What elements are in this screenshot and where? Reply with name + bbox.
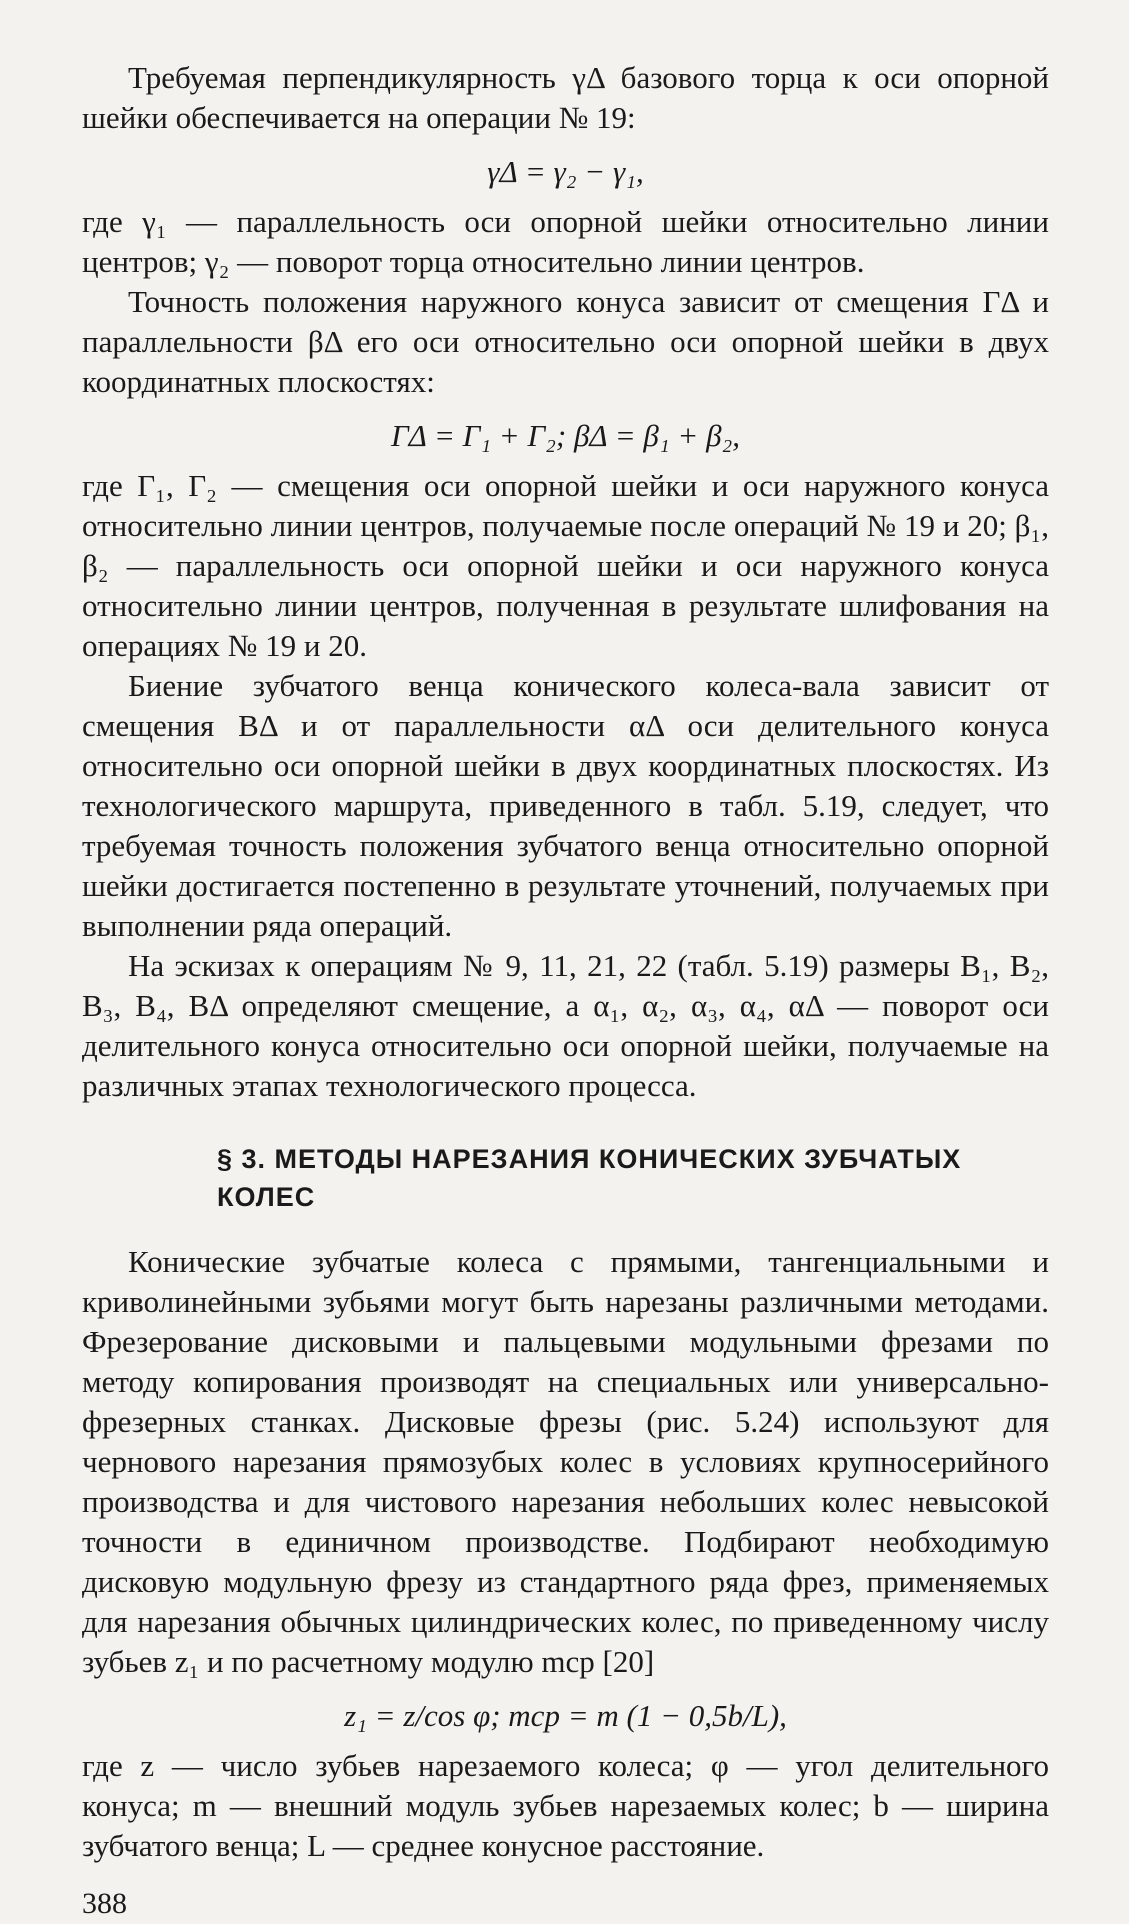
paragraph-7: Конические зубчатые колеса с прямыми, тангенциальными и криволинейными зубьями могут быть нарезаны различными методами. Фрезерование дисковыми и пальцевыми модульными фрезами по методу копирования производят на специальных или универсально-фрезерных станках. Дисковые фрезы (рис. 5.24) используют для чернового нарезания прямозубых колес в условиях крупносерийного производства и для чистового нарезания небольших колес невысокой точности в единичном производстве. Подбирают необходимую дисковую модульную фрезу из стандартного ряда фрез, применяемых для нарезания обычных цилиндрических колес, по приведенному числу зубьев z₁ и по расчетному модулю mср [20] (82, 1244, 1049, 1679)
formula-gamma: γΔ = γ₂ − γ₁, (487, 154, 644, 189)
paragraph-4: где Г₁, Г₂ — смещения оси опорной шейки и оси наружного конуса относительно линии центров, получаемые после операций № 19 и 20; β₁, β₂ — параллельность оси опорной шейки и оси наружного конуса относительно линии центров, полученная в результате шлифования на операциях № 19 и 20. (82, 468, 1049, 663)
paragraph-5: Биение зубчатого венца конического колеса-вала зависит от смещения BΔ и от параллельности αΔ оси делительного конуса относительно оси опорной шейки в двух координатных плоскостях. Из технологического маршрута, приведенного в табл. 5.19, следует, что требуемая точность положения зубчатого венца относительно опорной шейки достигается постепенно в результате уточнений, получаемых при выполнении ряда операций. (82, 668, 1049, 943)
formula-gamma-beta: ГΔ = Г₁ + Г₂; βΔ = β₁ + β₂, (390, 418, 741, 453)
paragraph-6: На эскизах к операциям № 9, 11, 21, 22 (табл. 5.19) размеры B₁, B₂, B₃, B₄, BΔ определяют смещение, а α₁, α₂, α₃, α₄, αΔ — поворот оси делительного конуса относительно оси опорной шейки, получаемые на различных этапах технологического процесса. (82, 948, 1049, 1103)
paragraph-2: где γ₁ — параллельность оси опорной шейки относительно линии центров; γ₂ — поворот торца относительно линии центров. (82, 204, 1049, 279)
text-column (82, 58, 1049, 1924)
page-number: 388 (82, 1887, 127, 1920)
formula-z-m: z₁ = z/cos φ; mср = m (1 − 0,5b/L), (344, 1698, 787, 1733)
paragraph-3: Точность положения наружного конуса зависит от смещения ГΔ и параллельности βΔ его оси относительно оси опорной шейки в двух координатных плоскостях: (82, 284, 1049, 399)
paragraph-1: Требуемая перпендикулярность γΔ базового торца к оси опорной шейки обеспечивается на операции № 19: (82, 60, 1049, 135)
paragraph-8: где z — число зубьев нарезаемого колеса; φ — угол делительного конуса; m — внешний модуль зубьев нарезаемых колес; b — ширина зубчатого венца; L — среднее конусное расстояние. (82, 1748, 1049, 1863)
section-heading: § 3. МЕТОДЫ НАРЕЗАНИЯ КОНИЧЕСКИХ ЗУБЧАТЫХ КОЛЕС (217, 1144, 962, 1212)
